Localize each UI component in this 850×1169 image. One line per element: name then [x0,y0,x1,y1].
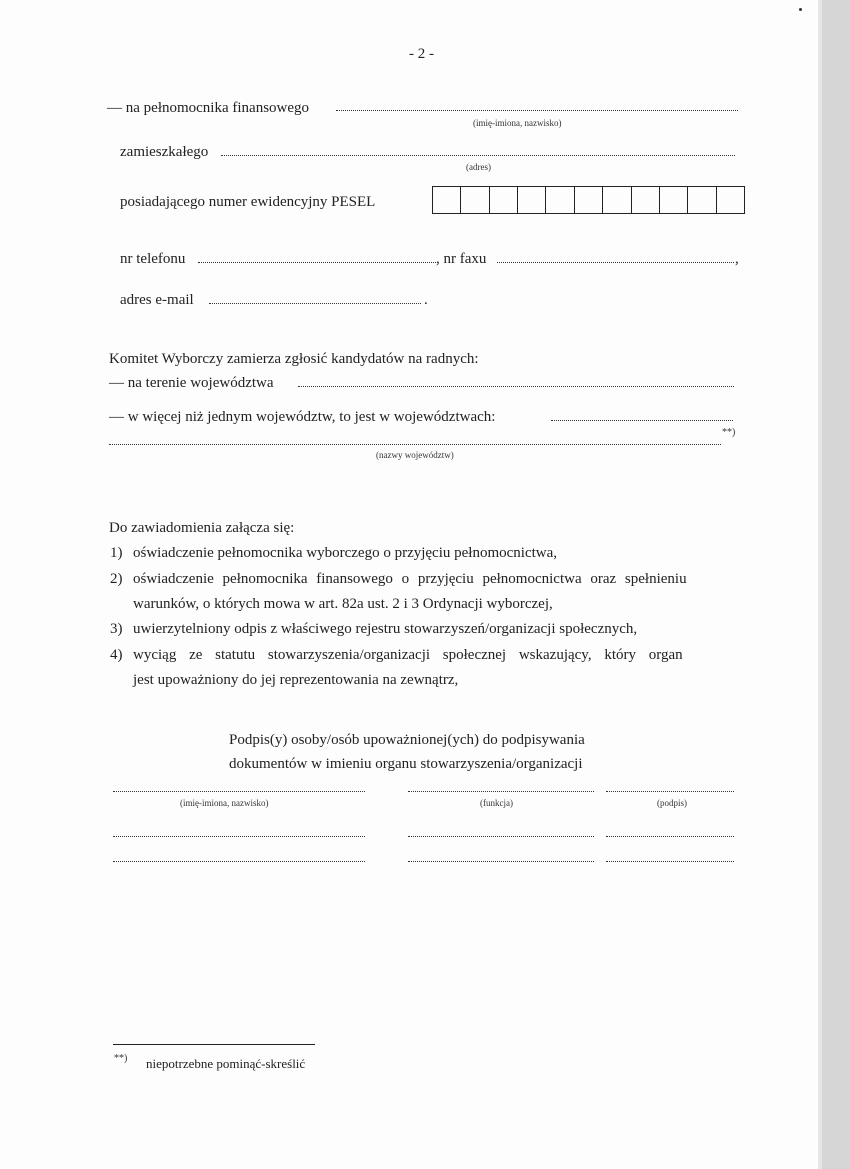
attachments-intro: Do zawiadomienia załącza się: [109,520,295,536]
residence-label: zamieszkałego [120,144,209,160]
email-end: . [424,292,428,308]
attachment-text: oświadczenie pełnomocnika wyborczego o przyjęciu pełnomocnictwa, [133,545,558,561]
signer-function-line[interactable] [408,836,594,837]
option-two-label: — w więcej niż jednym województw, to jest w województwach: [109,409,496,425]
financial-agent-label: — na pełnomocnika finansowego [107,100,310,116]
pesel-cell[interactable] [688,187,716,213]
attachment-number: 1) [110,545,123,561]
email-label: adres e-mail [120,292,194,308]
address-line[interactable] [221,155,735,156]
function-hint: (funkcja) [480,798,513,808]
pesel-cell[interactable] [717,187,744,213]
option-one-label: — na terenie województwa [109,375,274,391]
footnote-separator [113,1044,315,1045]
footnote-text: niepotrzebne pominąć-skreślić [146,1056,306,1071]
signer-name-line[interactable] [113,791,365,792]
signer-name-line[interactable] [113,861,365,862]
pesel-boxes[interactable] [432,186,745,214]
fax-label: , nr faxu [436,251,487,267]
name-hint: (imię-imiona, nazwisko) [473,118,562,128]
signer-signature-line[interactable] [606,836,734,837]
pesel-cell[interactable] [461,187,489,213]
footnote-mark: **) [722,427,736,438]
signature-hint: (podpis) [657,798,687,808]
signer-function-line[interactable] [408,861,594,862]
address-hint: (adres) [466,162,491,172]
pesel-cell[interactable] [433,187,461,213]
pesel-cell[interactable] [518,187,546,213]
attachment-text: wyciąg ze statutu stowarzyszenia/organizacji społecznej wskazujący, który organ [133,647,683,663]
attachment-text-continued: jest upoważniony do jej reprezentowania na zewnątrz, [133,672,459,688]
signatures-heading-line2: dokumentów w imieniu organu stowarzyszenia/organizacji [229,756,583,772]
financial-agent-name-line[interactable] [336,110,738,111]
name-hint: (imię-imiona, nazwisko) [180,798,269,808]
scan-edge [822,0,850,1169]
attachment-number: 2) [110,571,123,587]
scan-speck [799,8,802,11]
attachment-text: oświadczenie pełnomocnika finansowego o przyjęciu pełnomocnictwa oraz spełnieniu [133,571,687,587]
footnote-marker: **) [114,1053,128,1064]
candidates-intro: Komitet Wyborczy zamierza zgłosić kandydatów na radnych: [109,351,479,367]
page-number: - 2 - [409,46,434,62]
email-line[interactable] [209,303,421,304]
pesel-cell[interactable] [546,187,574,213]
pesel-cell[interactable] [490,187,518,213]
pesel-label: posiadającego numer ewidencyjny PESEL [120,194,376,210]
option-two-line[interactable] [551,420,733,421]
attachment-number: 4) [110,647,123,663]
pesel-cell[interactable] [632,187,660,213]
voivodeships-line[interactable] [109,444,721,445]
attachment-text: uwierzytelniony odpis z właściwego rejestru stowarzyszeń/organizacji społecznych, [133,621,638,637]
option-one-line[interactable] [298,386,734,387]
fax-end: , [735,251,739,267]
signer-signature-line[interactable] [606,861,734,862]
phone-label: nr telefonu [120,251,186,267]
signer-signature-line[interactable] [606,791,734,792]
attachment-text-continued: warunków, o których mowa w art. 82a ust. 2 i 3 Ordynacji wyborczej, [133,596,553,612]
voivodeships-hint: (nazwy województw) [376,450,454,460]
signer-name-line[interactable] [113,836,365,837]
pesel-cell[interactable] [575,187,603,213]
signer-function-line[interactable] [408,791,594,792]
phone-line[interactable] [198,262,436,263]
pesel-cell[interactable] [603,187,631,213]
attachment-number: 3) [110,621,123,637]
pesel-cell[interactable] [660,187,688,213]
fax-line[interactable] [497,262,734,263]
signatures-heading-line1: Podpis(y) osoby/osób upoważnionej(ych) do podpisywania [229,732,585,748]
